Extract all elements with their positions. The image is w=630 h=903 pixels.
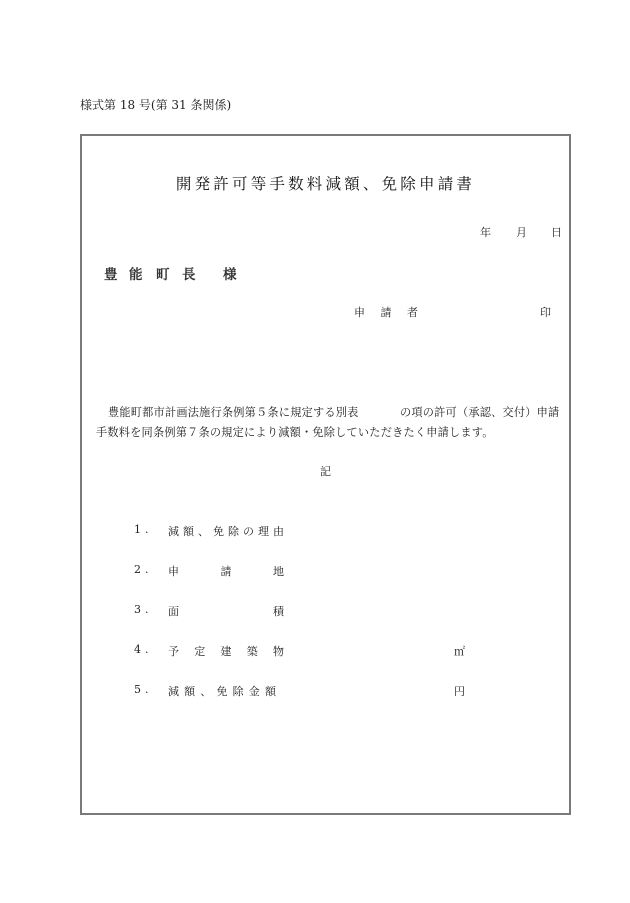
- item-label-char: 地: [273, 565, 284, 578]
- addressee-char: 町: [156, 267, 170, 283]
- item-label-reason: [168, 523, 284, 539]
- item-label-char: 請: [220, 565, 232, 578]
- date-day-label: 日: [551, 226, 562, 239]
- body-text-line2: 手数料を同条例第７条の規定により減額・免除していただきたく申請します。: [96, 426, 494, 439]
- item-label-char: 減: [168, 685, 179, 698]
- unit-square-meter: ㎡: [454, 645, 465, 658]
- item-label-char: 免: [213, 525, 224, 538]
- unit-yen: 円: [454, 685, 465, 698]
- ki-heading: 記: [320, 465, 331, 478]
- addressee-char: 能: [129, 267, 143, 283]
- item-label-char: 金: [248, 685, 260, 698]
- item-label-char: 由: [273, 525, 284, 538]
- item-label-char: 、: [198, 525, 209, 538]
- item-label-char: 減: [168, 525, 179, 538]
- item-number: 4.: [134, 643, 153, 656]
- item-label-area: [168, 603, 284, 619]
- item-label-char: 額: [184, 685, 196, 698]
- item-label-char: 物: [273, 645, 284, 658]
- item-number: 2.: [134, 563, 153, 576]
- item-label-char: 申: [168, 565, 179, 578]
- body-text-line1a: 豊能町都市計画法施行条例第５条に規定する別表: [108, 406, 359, 419]
- item-label-char: 除: [228, 525, 239, 538]
- item-label-char: 除: [232, 685, 244, 698]
- addressee-char: 長: [182, 267, 196, 283]
- item-label-char: 予: [168, 645, 179, 658]
- date-year-label: 年: [480, 226, 491, 239]
- item-number: 5.: [134, 683, 153, 696]
- body-text-line1b: の項の許可（承認、交付）申請: [400, 406, 560, 419]
- item-label-site: [168, 563, 284, 579]
- item-label-planned-building: [168, 643, 284, 659]
- item-label-char: 積: [273, 605, 284, 618]
- item-number: 3.: [134, 603, 153, 616]
- item-label-char: 免: [216, 685, 228, 698]
- form-number: 様式第 18 号(第 31 条関係): [80, 98, 232, 112]
- item-number: 1.: [134, 523, 153, 536]
- item-label-char: 理: [258, 525, 269, 538]
- item-label-char: 面: [168, 605, 179, 618]
- item-label-amount: [168, 683, 276, 699]
- item-label-char: の: [243, 525, 254, 538]
- form-title: 開発許可等手数料減額、免除申請書: [175, 175, 476, 193]
- applicant-label: 申 請 者: [354, 306, 424, 319]
- item-label-char: 築: [246, 645, 258, 658]
- addressee-char: 豊: [104, 267, 118, 283]
- item-label-char: 額: [264, 685, 276, 698]
- item-label-char: 額: [183, 525, 194, 538]
- item-label-char: 建: [220, 645, 232, 658]
- addressee-honorific: 様: [223, 267, 237, 283]
- seal-label: 印: [540, 306, 551, 319]
- item-label-char: 定: [194, 645, 206, 658]
- date-month-label: 月: [516, 226, 527, 239]
- item-label-char: 、: [200, 685, 212, 698]
- application-form-frame: [80, 134, 571, 815]
